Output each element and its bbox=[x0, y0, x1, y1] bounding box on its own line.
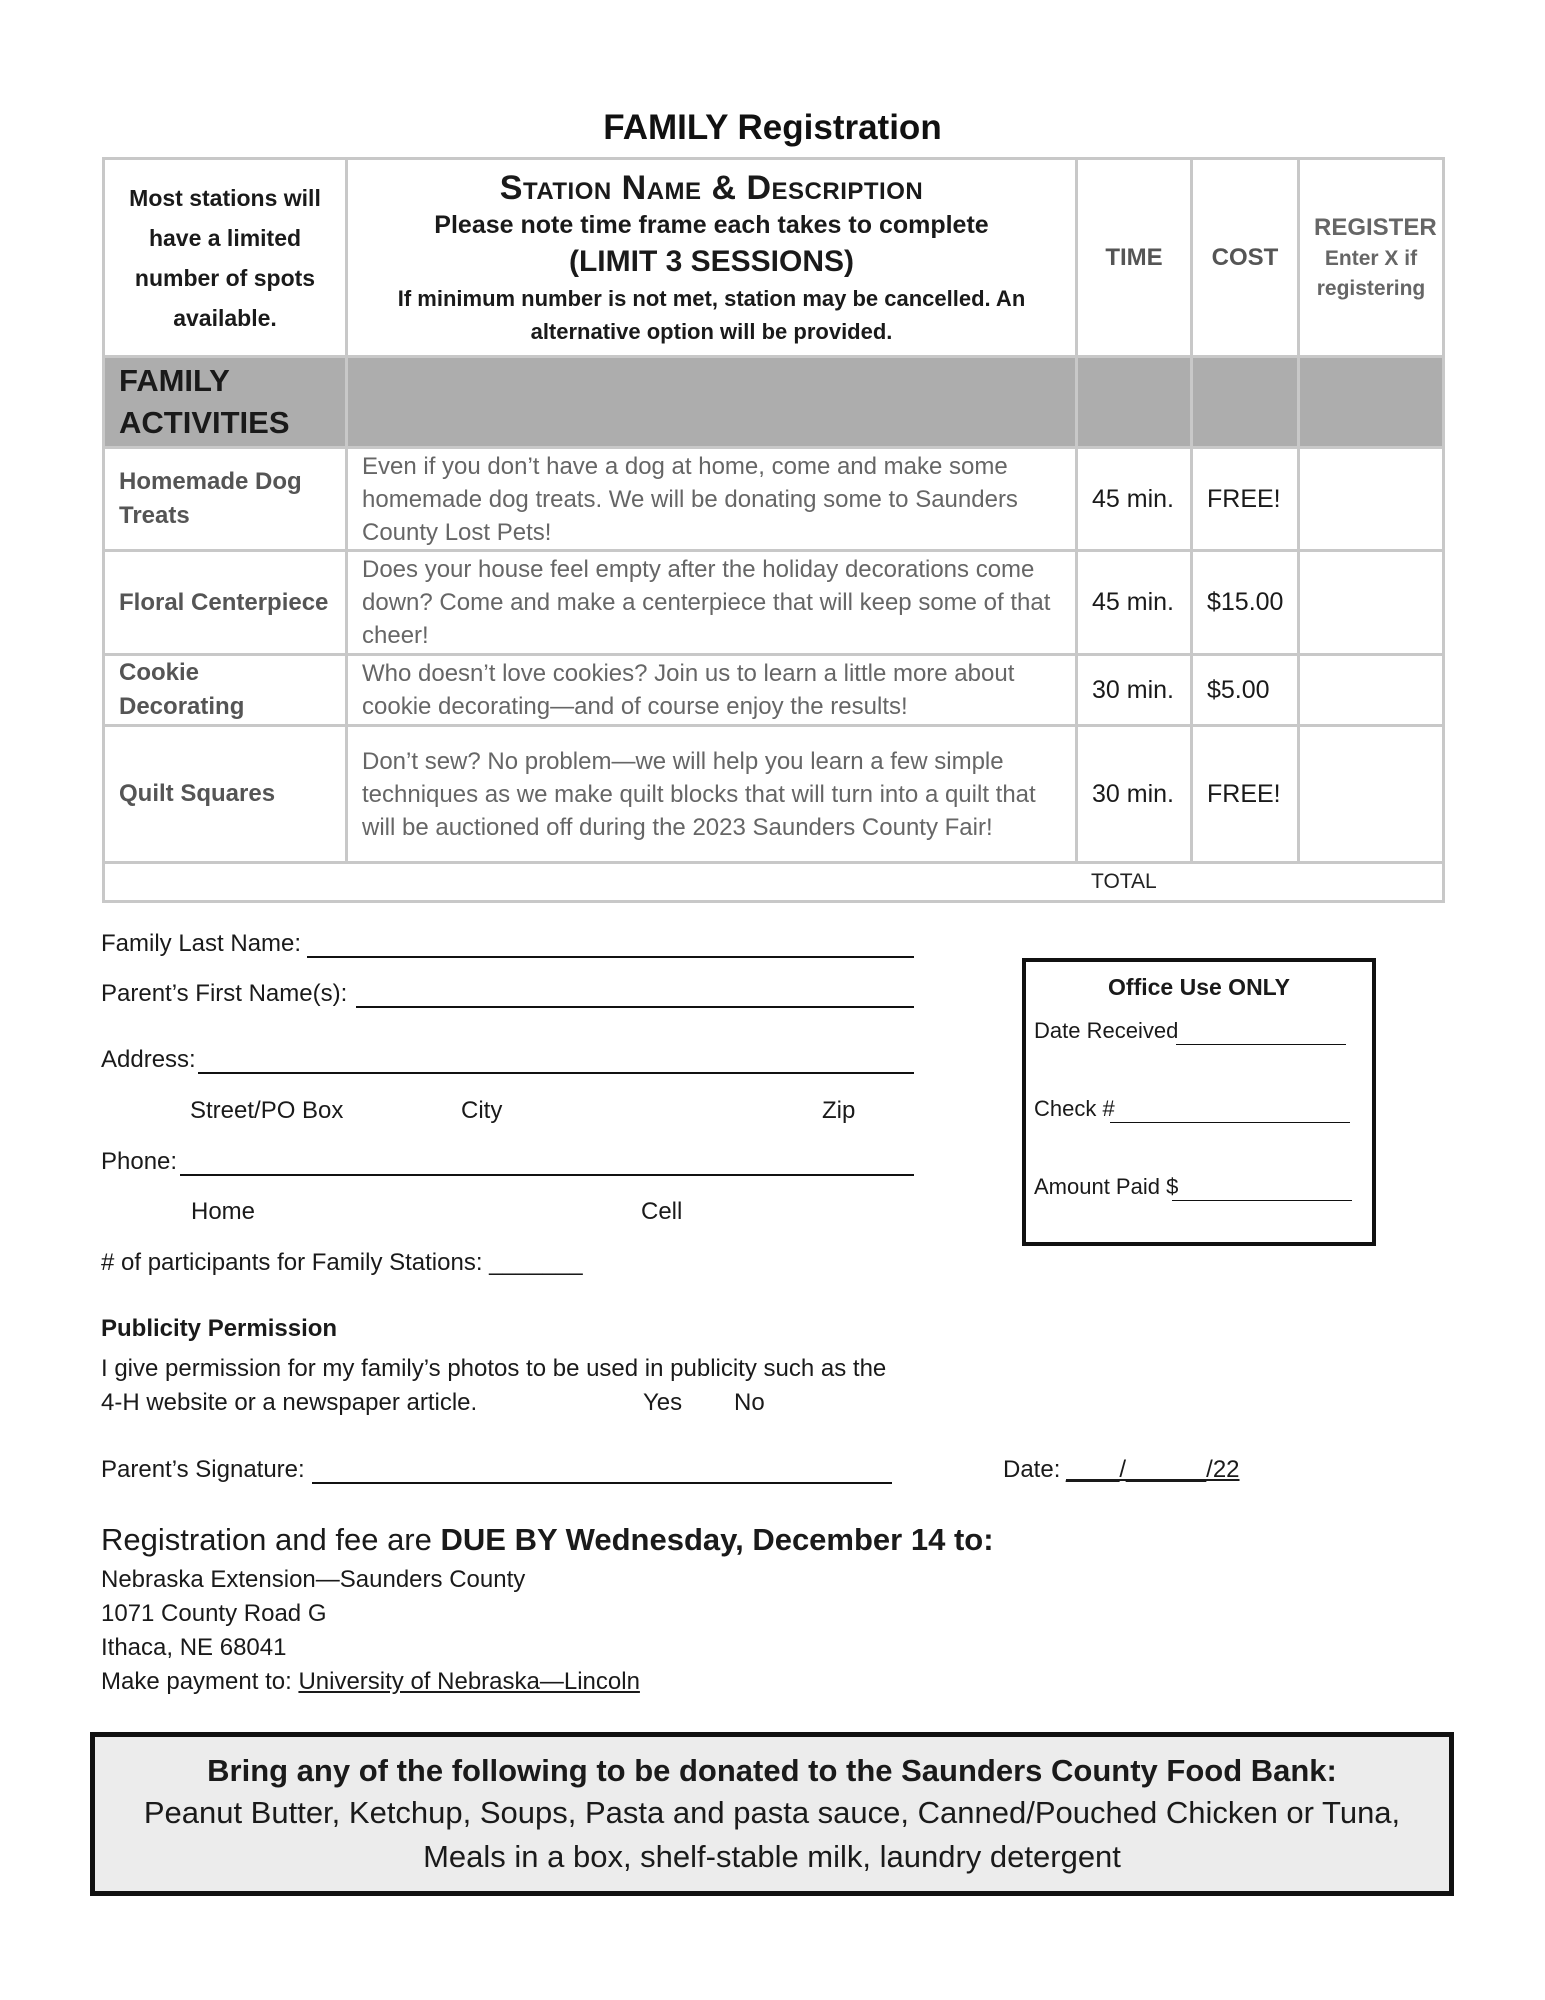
header-register bbox=[1299, 159, 1444, 357]
activity-time: 45 min. bbox=[1077, 551, 1192, 655]
office-use-title: Office Use ONLY bbox=[1108, 974, 1290, 1000]
table-row bbox=[104, 551, 1444, 655]
payment-line bbox=[101, 1668, 640, 1696]
publicity-text-line2: 4-H website or a newspaper article. bbox=[101, 1389, 478, 1416]
address-field[interactable] bbox=[198, 1072, 914, 1074]
family-last-name-field[interactable] bbox=[307, 956, 914, 958]
address-label: Address: bbox=[101, 1046, 196, 1073]
station-minimum-note: If minimum number is not met, station may be cancelled. An alternative option will be provided. bbox=[397, 285, 1026, 344]
cell-caption: Cell bbox=[641, 1198, 683, 1225]
office-use-box bbox=[1022, 958, 1376, 1246]
address-line-3: Ithaca, NE 68041 bbox=[101, 1634, 287, 1661]
publicity-title: Publicity Permission bbox=[101, 1315, 338, 1342]
check-number-field[interactable] bbox=[1110, 1122, 1350, 1123]
activity-time: 30 min. bbox=[1077, 655, 1192, 726]
home-caption: Home bbox=[191, 1198, 256, 1225]
parents-first-names-field[interactable] bbox=[356, 1006, 914, 1008]
page-title: FAMILY Registration bbox=[603, 108, 942, 147]
table-row bbox=[104, 726, 1444, 863]
register-note: Enter X if registering bbox=[1316, 246, 1426, 300]
payment-prefix: Make payment to: bbox=[101, 1668, 299, 1695]
activity-description: Even if you don’t have a dog at home, come and make some homemade dog treats. We will be donating some to Saunders County Lost Pets! bbox=[347, 448, 1077, 551]
registration-table bbox=[102, 157, 1445, 903]
header-time: TIME bbox=[1077, 159, 1192, 357]
signature-label: Parent’s Signature: bbox=[101, 1456, 305, 1483]
phone-label: Phone: bbox=[101, 1148, 178, 1175]
activity-description: Don’t sew? No problem—we will help you learn a few simple techniques as we make quilt blocks that will turn into a quilt that will be auctioned off during the 2023 Saunders County Fair! bbox=[347, 726, 1077, 863]
address-line-2: 1071 County Road G bbox=[101, 1600, 327, 1627]
due-prefix: Registration and fee are bbox=[101, 1522, 441, 1557]
activity-description: Who doesn’t love cookies? Join us to learn a little more about cookie decorating—and of course enjoy the results! bbox=[347, 655, 1077, 726]
food-bank-title: Bring any of the following to be donated to the Saunders County Food Bank: bbox=[207, 1753, 1337, 1788]
publicity-yes-option[interactable]: Yes bbox=[643, 1389, 683, 1416]
phone-field[interactable] bbox=[180, 1174, 914, 1176]
activity-cost: FREE! bbox=[1192, 448, 1299, 551]
register-cell[interactable] bbox=[1299, 551, 1444, 655]
section-label: FAMILY ACTIVITIES bbox=[104, 357, 347, 448]
total-row bbox=[104, 863, 1444, 902]
due-date: DUE BY Wednesday, December 14 to: bbox=[440, 1522, 994, 1557]
city-caption: City bbox=[461, 1097, 503, 1124]
register-cell[interactable] bbox=[1299, 655, 1444, 726]
station-title: Station Name & Description bbox=[499, 168, 924, 207]
activity-description: Does your house feel empty after the holiday decorations come down? Come and make a centerpiece that will keep some of that cheer! bbox=[347, 551, 1077, 655]
payee-name: University of Nebraska—Lincoln bbox=[298, 1668, 640, 1695]
activity-name: Quilt Squares bbox=[104, 726, 347, 863]
station-subtitle: Please note time frame each takes to complete bbox=[434, 210, 989, 239]
date-label: Date: bbox=[1003, 1456, 1061, 1483]
register-label: REGISTER bbox=[1314, 213, 1437, 241]
date-field[interactable]: ____/______/22 bbox=[1066, 1456, 1240, 1483]
activity-cost: $15.00 bbox=[1192, 551, 1299, 655]
activity-name: Floral Centerpiece bbox=[104, 551, 347, 655]
zip-caption: Zip bbox=[822, 1097, 856, 1124]
publicity-no-option[interactable]: No bbox=[734, 1389, 765, 1416]
activity-name: Homemade Dog Treats bbox=[104, 448, 347, 551]
total-label: TOTAL bbox=[1091, 870, 1157, 893]
activity-name: Cookie Decorating bbox=[104, 655, 347, 726]
amount-paid-field[interactable] bbox=[1172, 1200, 1352, 1201]
header-cost: COST bbox=[1192, 159, 1299, 357]
activity-time: 45 min. bbox=[1077, 448, 1192, 551]
register-cell[interactable] bbox=[1299, 726, 1444, 863]
register-cell[interactable] bbox=[1299, 448, 1444, 551]
amount-paid-label: Amount Paid $ bbox=[1034, 1174, 1179, 1199]
parents-first-names-label: Parent’s First Name(s): bbox=[101, 980, 348, 1007]
activity-time: 30 min. bbox=[1077, 726, 1192, 863]
check-number-label: Check # bbox=[1034, 1096, 1115, 1121]
family-last-name-label: Family Last Name: bbox=[101, 930, 302, 957]
activity-cost: $5.00 bbox=[1192, 655, 1299, 726]
food-bank-items: Peanut Butter, Ketchup, Soups, Pasta and pasta sauce, Canned/Pouched Chicken or Tuna, Meals in a box, shelf-stable milk, laundry detergent bbox=[143, 1795, 1401, 1874]
participants-field[interactable]: # of participants for Family Stations: _______ bbox=[101, 1249, 583, 1276]
header-station bbox=[347, 159, 1077, 357]
date-received-label: Date Received bbox=[1034, 1018, 1179, 1043]
food-bank-box bbox=[90, 1732, 1454, 1896]
street-caption: Street/PO Box bbox=[190, 1097, 344, 1124]
section-row bbox=[104, 357, 1444, 448]
date-received-field[interactable] bbox=[1176, 1044, 1346, 1045]
publicity-text-line1: I give permission for my family’s photos to be used in publicity such as the bbox=[101, 1355, 887, 1382]
table-row bbox=[104, 448, 1444, 551]
due-heading bbox=[101, 1522, 994, 1558]
table-header-row bbox=[104, 159, 1444, 357]
signature-field[interactable] bbox=[312, 1482, 892, 1484]
activity-cost: FREE! bbox=[1192, 726, 1299, 863]
address-line-1: Nebraska Extension—Saunders County bbox=[101, 1566, 526, 1593]
station-limit: (LIMIT 3 SESSIONS) bbox=[568, 244, 855, 278]
table-row bbox=[104, 655, 1444, 726]
header-note: Most stations will have a limited number of spots available. bbox=[104, 159, 347, 357]
